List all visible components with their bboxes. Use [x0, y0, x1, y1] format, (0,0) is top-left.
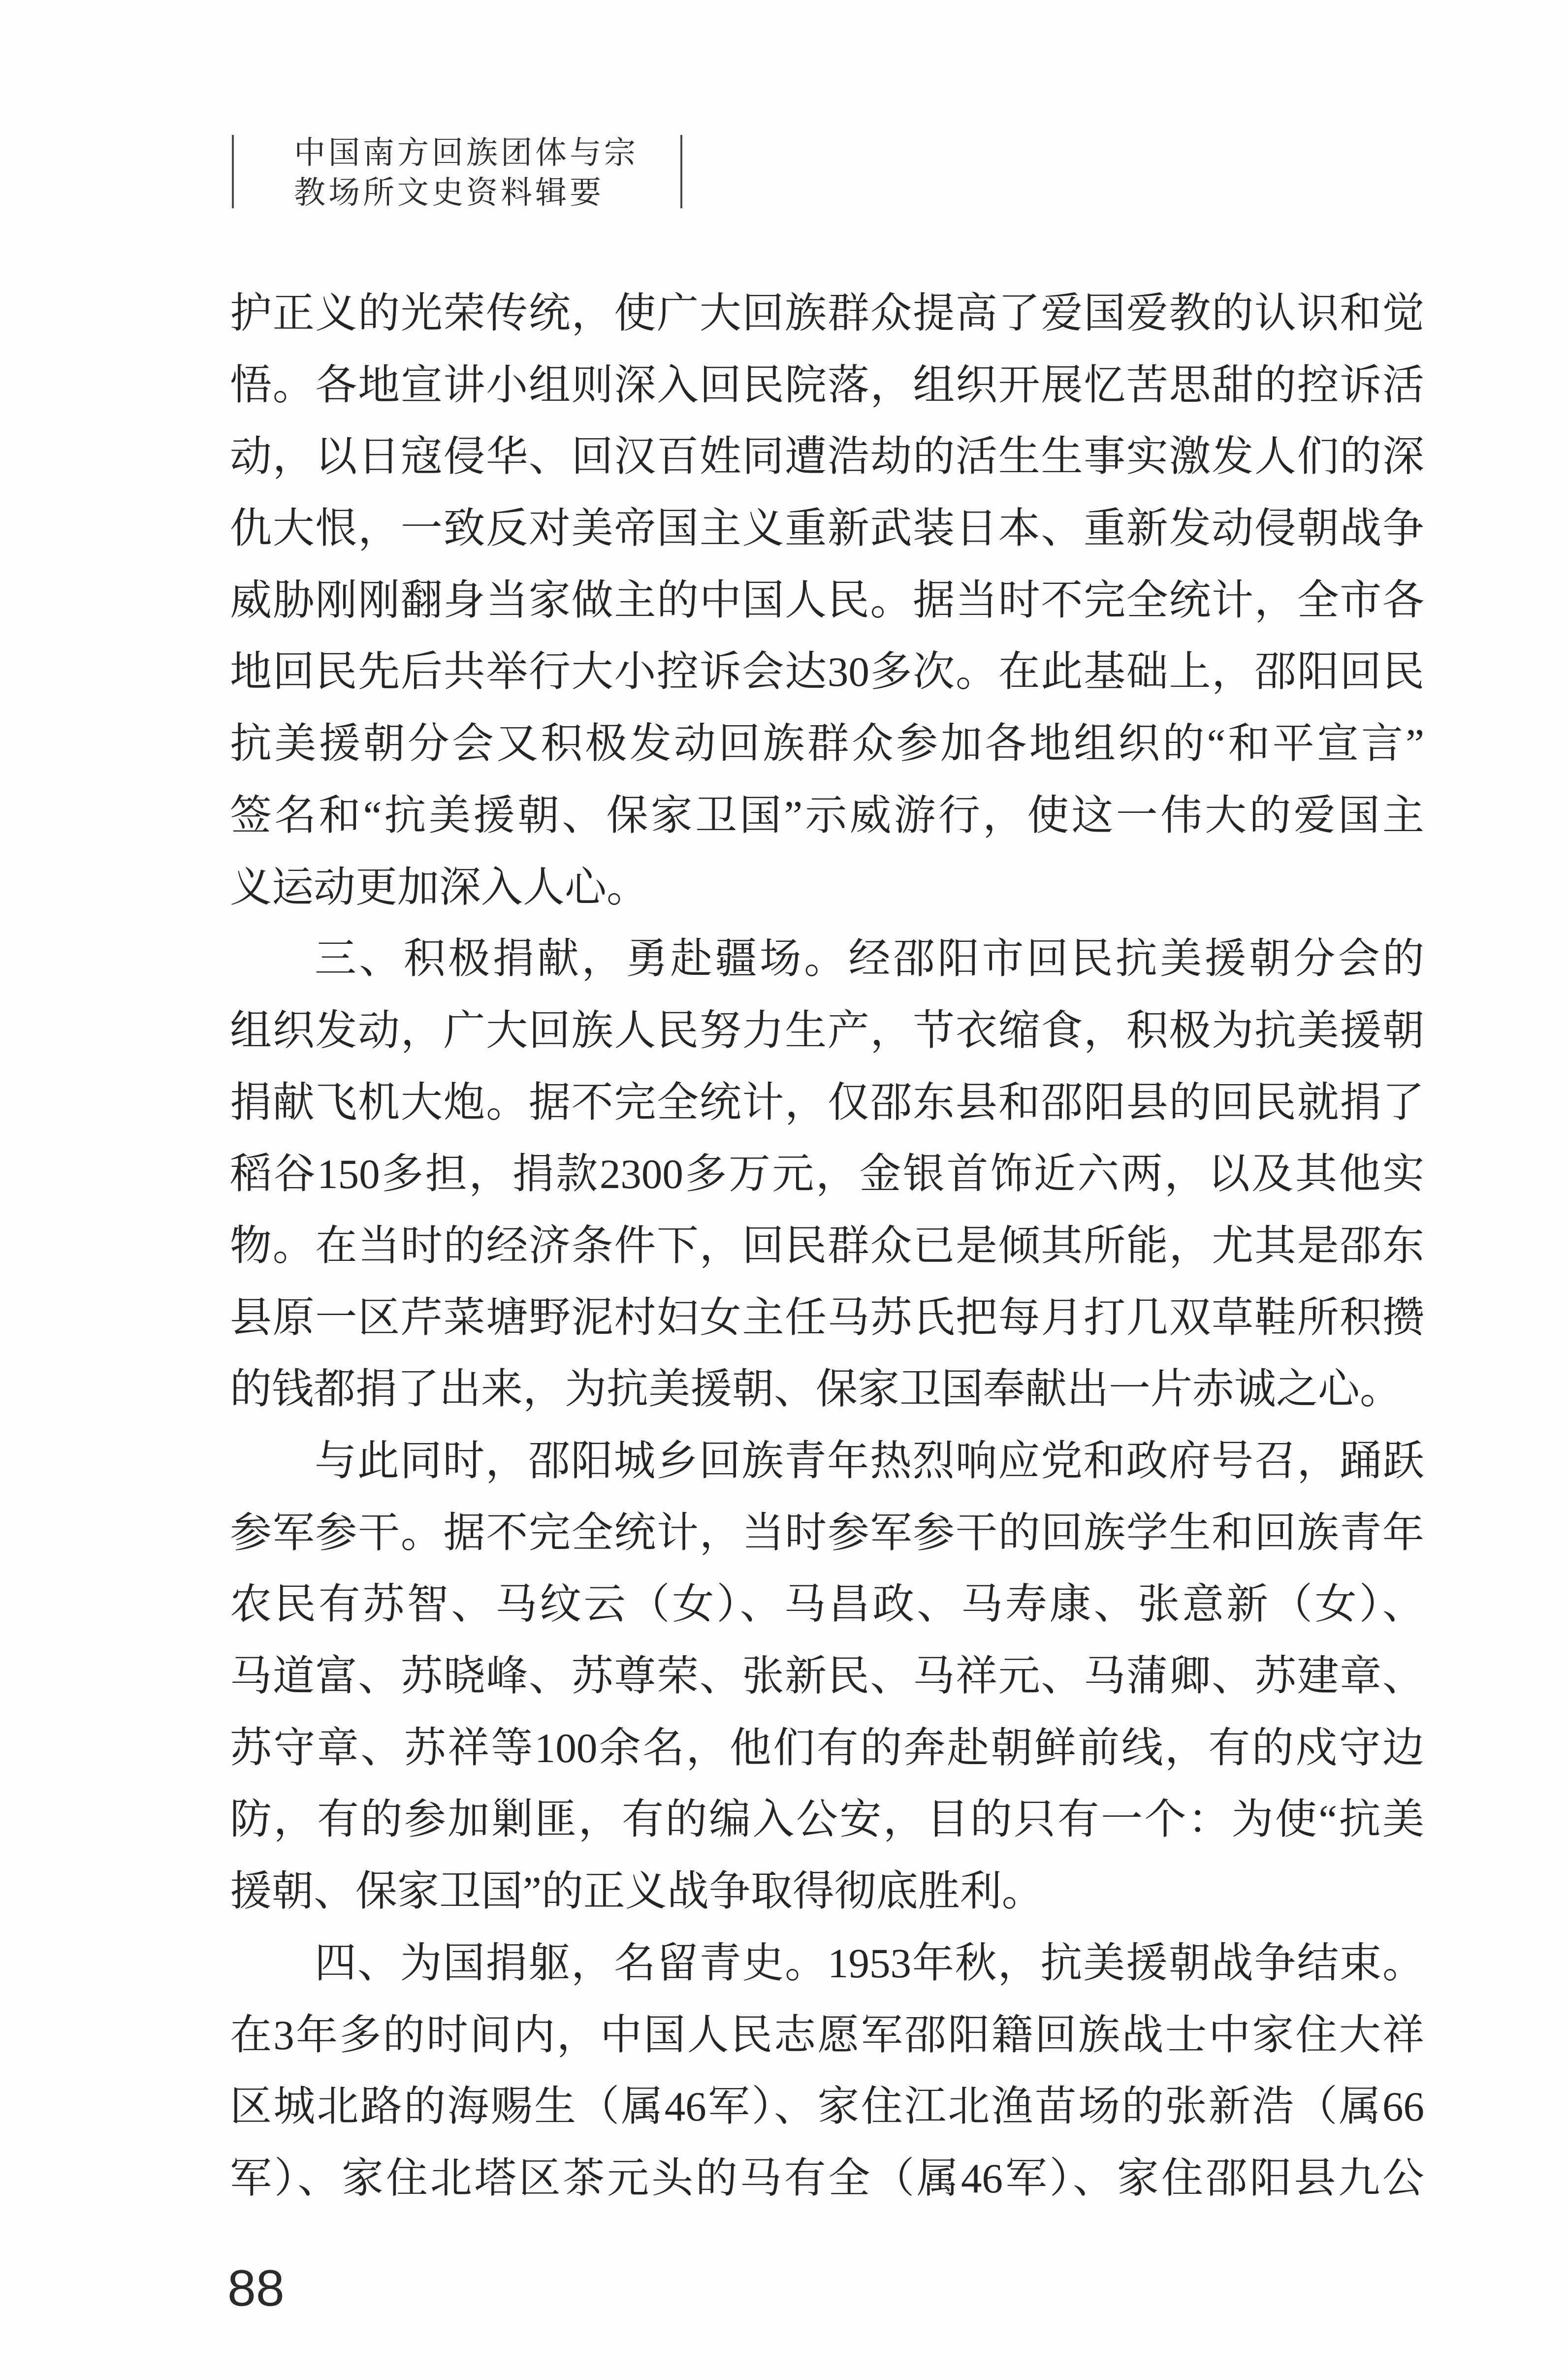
text-line: 参军参干。据不完全统计，当时参军参干的回族学生和回族青年	[230, 1510, 1424, 1556]
text-line: 苏守章、苏祥等100余名，他们有的奔赴朝鲜前线，有的戍守边	[230, 1725, 1424, 1771]
running-header-line-1: 中国南方回族团体与宗	[294, 135, 639, 171]
text-line: 县原一区芹菜塘野泥村妇女主任马苏氏把每月打几双草鞋所积攒	[230, 1294, 1424, 1341]
text-line: 区城北路的海赐生（属46军）、家住江北渔苗场的张新浩（属66	[230, 2084, 1424, 2130]
text-line: 援朝、保家卫国”的正义战争取得彻底胜利。	[230, 1868, 1044, 1915]
text-line: 马道富、苏晓峰、苏尊荣、张新民、马祥元、马蒲卿、苏建章、	[230, 1653, 1424, 1700]
running-header-line-2: 教场所文史资料辑要	[294, 175, 604, 211]
paragraph-2	[230, 924, 1424, 1426]
text-line: 军）、家住北塔区茶元头的马有全（属46军）、家住邵阳县九公	[230, 2155, 1424, 2202]
text-line: 捐献飞机大炮。据不完全统计，仅邵东县和邵阳县的回民就捐了	[230, 1079, 1424, 1126]
paragraph-4	[230, 1928, 1424, 2215]
text-line: 动，以日寇侵华、回汉百姓同遭浩劫的活生生事实激发人们的深	[230, 434, 1424, 481]
header-rule-right	[680, 135, 682, 208]
text-line: 四、为国捐躯，名留青史。1953年秋，抗美援朝战争结束。	[315, 1940, 1424, 1987]
text-line: 组织发动，广大回族人民努力生产，节衣缩食，积极为抗美援朝	[230, 1007, 1424, 1054]
text-line: 抗美援朝分会又积极发动回族群众参加各地组织的“和平宣言”	[230, 721, 1424, 768]
text-line: 护正义的光荣传统，使广大回族群众提高了爱国爱教的认识和觉	[230, 290, 1424, 337]
text-line: 悟。各地宣讲小组则深入回民院落，组织开展忆苦思甜的控诉活	[230, 362, 1424, 409]
text-line: 稻谷150多担，捐款2300多万元，金银首饰近六两，以及其他实	[230, 1151, 1424, 1198]
text-line: 防，有的参加剿匪，有的编入公安，目的只有一个：为使“抗美	[230, 1797, 1424, 1843]
header-rule-left	[232, 135, 234, 208]
text-line: 地回民先后共举行大小控诉会达30多次。在此基础上，邵阳回民	[230, 649, 1424, 696]
text-line: 威胁刚刚翻身当家做主的中国人民。据当时不完全统计，全市各	[230, 577, 1424, 624]
page-number: 88	[227, 2260, 285, 2317]
paragraph-1	[230, 278, 1424, 924]
text-line: 仇大恨，一致反对美帝国主义重新武装日本、重新发动侵朝战争	[230, 506, 1424, 552]
text-line: 签名和“抗美援朝、保家卫国”示威游行，使这一伟大的爱国主	[230, 792, 1424, 839]
text-line: 与此同时，邵阳城乡回族青年热烈响应党和政府号召，踊跃	[315, 1438, 1424, 1484]
text-line: 义运动更加深入人心。	[230, 864, 649, 911]
paragraph-3	[230, 1426, 1424, 1928]
text-line: 农民有苏智、马纹云（女）、马昌政、马寿康、张意新（女）、	[230, 1581, 1424, 1628]
text-line: 在3年多的时间内，中国人民志愿军邵阳籍回族战士中家住大祥	[230, 2012, 1424, 2058]
text-line: 物。在当时的经济条件下，回民群众已是倾其所能，尤其是邵东	[230, 1222, 1424, 1269]
text-line: 的钱都捐了出来，为抗美援朝、保家卫国奉献出一片赤诚之心。	[230, 1366, 1402, 1413]
text-line: 三、积极捐献，勇赴疆场。经邵阳市回民抗美援朝分会的	[315, 936, 1424, 983]
body-text	[230, 278, 1424, 2215]
